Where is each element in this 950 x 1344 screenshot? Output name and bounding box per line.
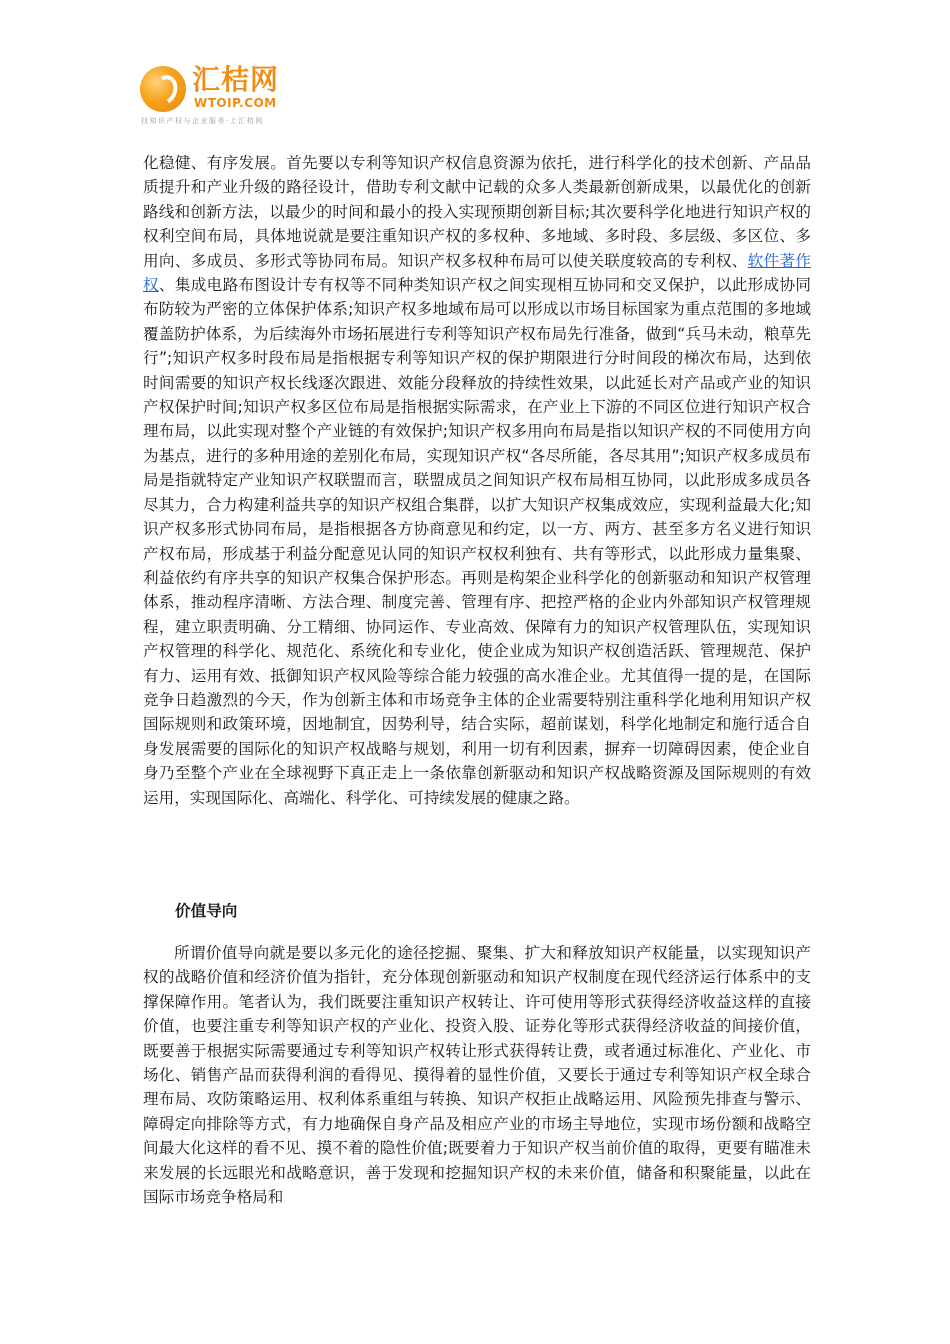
logo-slogan: 找知识产权与企业服务·上汇桔网 [141, 117, 264, 125]
orange-logo-icon [140, 66, 186, 112]
logo-name: 汇桔网 [192, 63, 280, 96]
body-paragraph-2 [143, 941, 811, 1209]
body-paragraph-1 [143, 151, 811, 810]
paragraph-1-text-a: 化稳健、有序发展。首先要以专利等知识产权信息资源为依托，进行科学化的技术创新、产品品质提升和产业升级的路径设计，借助专利文献中记载的众多人类最新创新成果，以最优化的创新路线和创新方法，以最少的时间和最小的投入实现预期创新目标;其次要科学化地进行知识产权的权利空间布局，具体地说就是要注重知识产权的多权种、多地域、多时段、多层级、多区位、多用向、多成员、多形式等协同布局。知识产权多权种布局可以使关联度较高的专利权、 [143, 154, 811, 270]
logo-domain: WTOIP.COM [194, 96, 277, 110]
section-heading: 价值导向 [175, 902, 238, 920]
wtoip-logo[interactable] [140, 62, 300, 128]
software-copyright-link[interactable]: 软件著作权 [143, 251, 811, 295]
paragraph-1-text-b: 、集成电路布图设计专有权等不同种类知识产权之间实现相互协同和交叉保护，以此形成协同布防较为严密的立体保护体系;知识产权多地域布局可以形成以市场目标国家为重点范围的多地域覆盖防护体系，为后续海外市场拓展进行专利等知识产权布局先行准备，做到“兵马未动，粮草先行”;知识产权多时段布局是指根据专利等知识产权的保护期限进行分时间段的梯次布局，达到依时间需要的知识产权长线逐次跟进、效能分段释放的持续性效果，以此延长对产品或产业的知识产权保护时间;知识产权多区位布局是指根据实际需求，在产业上下游的不同区位进行知识产权合理布局，以此实现对整个产业链的有效保护;知识产权多用向布局是指以知识产权的不同使用方向为基点，进行的多种用途的差别化布局，实现知识产权“各尽所能，各尽其用”;知识产权多成员布局是指就特定产业知识产权联盟而言，联盟成员之间知识产权布局相互协同，以此形成多成员各尽其力，合力构建利益共享的知识产权组合集群，以扩大知识产权集成效应，实现利益最大化;知识产权多形式协同布局，是指根据各方协商意见和约定，以一方、两方、甚至多方名义进行知识产权布局，形成基于利益分配意见认同的知识产权权利独有、共有等形式，以此形成力量集聚、利益依约有序共享的知识产权集合保护形态。再则是构架企业科学化的创新驱动和知识产权管理体系，推动程序清晰、方法合理、制度完善、管理有序、把控严格的企业内外部知识产权管理规程，建立职责明确、分工精细、协同运作、专业高效、保障有力的知识产权管理队伍，实现知识产权管理的科学化、规范化、系统化和专业化，使企业成为知识产权创造活跃、管理规范、保护有力、运用有效、抵御知识产权风险等综合能力较强的高水准企业。尤其值得一提的是，在国际竞争日趋激烈的今天，作为创新主体和市场竞争主体的企业需要特别注重科学化地利用知识产权国际规则和政策环境，因地制宜，因势利导，结合实际，超前谋划，科学化地制定和施行适合自身发展需要的国际化的知识产权战略与规划，利用一切有利因素，摒弃一切障碍因素，使企业自身乃至整个产业在全球视野下真正走上一条依靠创新驱动和知识产权战略资源及国际规则的有效运用，实现国际化、高端化、科学化、可持续发展的健康之路。 [143, 276, 811, 807]
paragraph-2-text: 所谓价值导向就是要以多元化的途径挖掘、聚集、扩大和释放知识产权能量，以实现知识产权的战略价值和经济价值为指针，充分体现创新驱动和知识产权制度在现代经济运行体系中的支撑保障作用。笔者认为，我们既要注重知识产权转让、许可使用等形式获得经济收益这样的直接价值，也要注重专利等知识产权的产业化、投资入股、证券化等形式获得经济收益的间接价值，既要善于根据实际需要通过专利等知识产权转让形式获得转让费，或者通过标准化、产业化、市场化、销售产品而获得利润的看得见、摸得着的显性价值，又要长于通过专利等知识产权全球合理布局、攻防策略运用、权利体系重组与转换、知识产权拒止战略运用、风险预先排查与警示、障碍定向排除等方式，有力地确保自身产品及相应产业的市场主导地位，实现市场份额和战略空间最大化这样的看不见、摸不着的隐性价值;既要着力于知识产权当前价值的取得，更要有瞄准未来发展的长远眼光和战略意识，善于发现和挖掘知识产权的未来价值，储备和积聚能量，以此在国际市场竞争格局和 [143, 944, 811, 1207]
